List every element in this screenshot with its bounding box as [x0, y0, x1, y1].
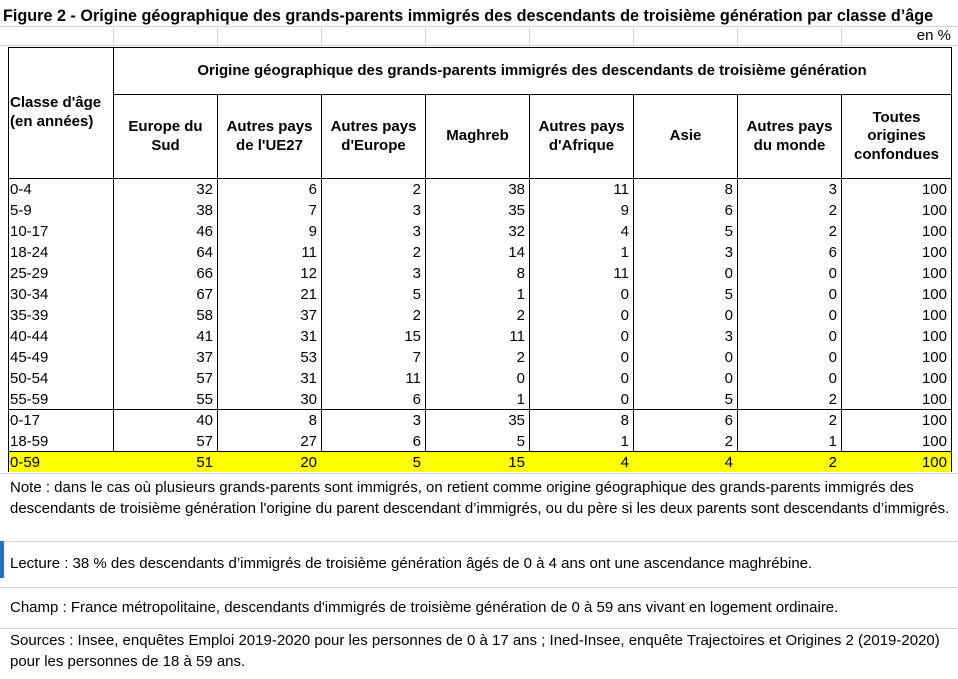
value-cell[interactable]: 0 — [724, 370, 733, 387]
value-cell[interactable]: 31 — [300, 370, 317, 387]
value-cell[interactable]: 2 — [516, 307, 525, 324]
value-cell[interactable]: 0 — [724, 349, 733, 366]
value-cell[interactable]: 20 — [300, 454, 317, 471]
value-cell[interactable]: 32 — [508, 223, 525, 240]
value-cell[interactable]: 2 — [828, 223, 837, 240]
sources-text[interactable]: Sources : Insee, enquêtes Emploi 2019-2020 pour les personnes de 0 à 17 ans ; Ined-Insee, enquête Trajectoires et Origines 2 (2019-2020) pour les personnes de 18 à 59 ans. — [10, 632, 940, 670]
unit-label[interactable]: en % — [916, 27, 951, 44]
value-cell[interactable]: 2 — [412, 307, 421, 324]
value-cell[interactable]: 100 — [921, 349, 947, 366]
value-cell[interactable]: 0 — [620, 286, 629, 303]
column-header[interactable]: Autres pays de l'UE27 — [226, 118, 313, 154]
value-cell[interactable]: 66 — [196, 265, 213, 282]
value-cell[interactable]: 11 — [613, 265, 629, 282]
column-header[interactable]: Maghreb — [446, 127, 509, 145]
row-label[interactable]: 5-9 — [10, 202, 32, 219]
value-cell[interactable]: 51 — [196, 454, 213, 471]
table-row — [9, 200, 951, 220]
value-cell[interactable]: 2 — [724, 433, 733, 450]
column-header[interactable]: Asie — [669, 127, 702, 145]
table-row — [9, 242, 951, 262]
value-cell[interactable]: 7 — [308, 202, 317, 219]
value-cell[interactable]: 6 — [412, 433, 421, 450]
value-cell[interactable]: 3 — [412, 223, 421, 240]
column-header[interactable]: Autres pays d'Europe — [330, 118, 417, 154]
table-row — [9, 410, 951, 430]
note-text[interactable]: Note : dans le cas où plusieurs grands-parents sont immigrés, on retient comme origine géographique des grands-parents immigrés des descendants de troisième génération l'origine du parent descendant d’immigrés, ou du père si les deux parents sont descendants d’immigrés. — [10, 479, 950, 517]
value-cell[interactable]: 0 — [620, 349, 629, 366]
table-row — [9, 179, 951, 199]
row-label[interactable]: 18-24 — [10, 244, 49, 261]
value-cell[interactable]: 0 — [828, 286, 837, 303]
value-cell[interactable]: 100 — [921, 202, 947, 219]
table-row — [9, 347, 951, 367]
value-cell[interactable]: 14 — [508, 244, 525, 261]
value-cell[interactable]: 100 — [921, 244, 947, 261]
row-label[interactable]: 45-49 — [10, 349, 49, 366]
value-cell[interactable]: 100 — [921, 307, 947, 324]
value-cell[interactable]: 4 — [724, 454, 733, 471]
value-cell[interactable]: 9 — [308, 223, 317, 240]
column-header[interactable]: Europe du Sud — [128, 118, 203, 154]
value-cell[interactable]: 100 — [921, 328, 947, 345]
row-label[interactable]: 25-29 — [10, 265, 49, 282]
table-row-total — [9, 452, 951, 472]
value-cell[interactable]: 2 — [828, 391, 837, 408]
value-cell[interactable]: 6 — [724, 412, 733, 429]
value-cell[interactable]: 32 — [196, 181, 213, 198]
value-cell[interactable]: 46 — [196, 223, 213, 240]
row-label[interactable]: 40-44 — [10, 328, 49, 345]
row-label[interactable]: 30-34 — [10, 286, 49, 303]
value-cell[interactable]: 100 — [921, 391, 947, 408]
value-cell[interactable]: 3 — [412, 202, 421, 219]
value-cell[interactable]: 100 — [921, 181, 947, 198]
table-row — [9, 389, 951, 409]
row-label[interactable]: 0-4 — [10, 181, 32, 198]
value-cell[interactable]: 11 — [509, 328, 525, 345]
row-label[interactable]: 55-59 — [10, 391, 49, 408]
value-cell[interactable]: 0 — [724, 265, 733, 282]
row-label[interactable]: 10-17 — [10, 223, 49, 240]
table-row — [9, 368, 951, 388]
value-cell[interactable]: 0 — [724, 307, 733, 324]
value-cell[interactable]: 12 — [300, 265, 317, 282]
value-cell[interactable]: 1 — [620, 244, 629, 261]
value-cell[interactable]: 11 — [613, 181, 629, 198]
value-cell[interactable]: 5 — [412, 454, 421, 471]
value-cell[interactable]: 37 — [196, 349, 213, 366]
value-cell[interactable]: 58 — [196, 307, 213, 324]
value-cell[interactable]: 8 — [308, 412, 317, 429]
value-cell[interactable]: 0 — [620, 370, 629, 387]
value-cell[interactable]: 6 — [828, 244, 837, 261]
value-cell[interactable]: 5 — [724, 223, 733, 240]
value-cell[interactable]: 0 — [828, 307, 837, 324]
row-label[interactable]: 0-17 — [10, 412, 41, 429]
value-cell[interactable]: 5 — [516, 433, 525, 450]
value-cell[interactable]: 6 — [412, 391, 421, 408]
value-cell[interactable]: 15 — [508, 454, 525, 471]
column-header[interactable]: Toutes origines confondues — [854, 108, 939, 163]
value-cell[interactable]: 4 — [620, 454, 629, 471]
figure-title[interactable]: Figure 2 - Origine géographique des grands-parents immigrés des descendants de troisième génération par classe d’âge — [3, 7, 934, 25]
table-row — [9, 284, 951, 304]
value-cell[interactable]: 5 — [724, 391, 733, 408]
value-cell[interactable]: 0 — [828, 265, 837, 282]
value-cell[interactable]: 100 — [921, 223, 947, 240]
value-cell[interactable]: 1 — [516, 286, 525, 303]
value-cell[interactable]: 41 — [196, 328, 213, 345]
value-cell[interactable]: 1 — [516, 391, 525, 408]
group-header[interactable]: Origine géographique des grands-parents immigrés des descendants de troisième génération — [197, 61, 867, 79]
value-cell[interactable]: 0 — [620, 391, 629, 408]
value-cell[interactable]: 57 — [196, 370, 213, 387]
value-cell[interactable]: 0 — [620, 307, 629, 324]
value-cell[interactable]: 8 — [724, 181, 733, 198]
value-cell[interactable]: 5 — [412, 286, 421, 303]
value-cell[interactable]: 8 — [516, 265, 525, 282]
row-label[interactable]: 35-39 — [10, 307, 49, 324]
value-cell[interactable]: 2 — [828, 454, 837, 471]
value-cell[interactable]: 2 — [412, 181, 421, 198]
value-cell[interactable]: 6 — [308, 181, 317, 198]
selection-marker — [0, 541, 4, 578]
value-cell[interactable]: 6 — [724, 202, 733, 219]
row-label[interactable]: 18-59 — [10, 433, 49, 450]
value-cell[interactable]: 0 — [516, 370, 525, 387]
row-header[interactable]: Classe d'âge (en années) — [10, 94, 102, 130]
value-cell[interactable]: 7 — [412, 349, 421, 366]
value-cell[interactable]: 100 — [921, 286, 947, 303]
column-header[interactable]: Autres pays du monde — [746, 118, 833, 154]
value-cell[interactable]: 27 — [300, 433, 317, 450]
lecture-text[interactable]: Lecture : 38 % des descendants d’immigrés de troisième génération âgés de 0 à 4 ans ont une ascendance maghrébine. — [10, 555, 813, 572]
value-cell[interactable]: 53 — [300, 349, 317, 366]
value-cell[interactable]: 100 — [921, 433, 947, 450]
value-cell[interactable]: 2 — [828, 202, 837, 219]
value-cell[interactable]: 35 — [508, 202, 525, 219]
value-cell[interactable]: 0 — [620, 328, 629, 345]
value-cell[interactable]: 3 — [412, 265, 421, 282]
value-cell[interactable]: 37 — [300, 307, 317, 324]
value-cell[interactable]: 100 — [921, 412, 947, 429]
value-cell[interactable]: 35 — [508, 412, 525, 429]
value-cell[interactable]: 100 — [921, 454, 947, 471]
value-cell[interactable]: 38 — [196, 202, 213, 219]
value-cell[interactable]: 1 — [828, 433, 837, 450]
value-cell[interactable]: 5 — [724, 286, 733, 303]
value-cell[interactable]: 57 — [196, 433, 213, 450]
value-cell[interactable]: 4 — [620, 223, 629, 240]
value-cell[interactable]: 30 — [300, 391, 317, 408]
value-cell[interactable]: 21 — [300, 286, 317, 303]
row-label[interactable]: 0-59 — [10, 454, 41, 471]
value-cell[interactable]: 0 — [828, 328, 837, 345]
value-cell[interactable]: 2 — [516, 349, 525, 366]
column-header[interactable]: Autres pays d'Afrique — [538, 118, 625, 154]
value-cell[interactable]: 40 — [196, 412, 213, 429]
value-cell[interactable]: 0 — [828, 370, 837, 387]
table-row — [9, 431, 951, 451]
value-cell[interactable]: 31 — [300, 328, 317, 345]
value-cell[interactable]: 1 — [620, 433, 629, 450]
table-row — [9, 263, 951, 283]
value-cell[interactable]: 3 — [724, 328, 733, 345]
value-cell[interactable]: 15 — [404, 328, 421, 345]
value-cell[interactable]: 3 — [412, 412, 421, 429]
table-row — [9, 305, 951, 325]
value-cell[interactable]: 11 — [301, 244, 317, 261]
value-cell[interactable]: 100 — [921, 265, 947, 282]
value-cell[interactable]: 11 — [405, 370, 421, 387]
value-cell[interactable]: 3 — [724, 244, 733, 261]
value-cell[interactable]: 55 — [196, 391, 213, 408]
value-cell[interactable]: 38 — [508, 181, 525, 198]
value-cell[interactable]: 8 — [620, 412, 629, 429]
table-row — [9, 326, 951, 346]
value-cell[interactable]: 0 — [828, 349, 837, 366]
value-cell[interactable]: 67 — [196, 286, 213, 303]
value-cell[interactable]: 3 — [828, 181, 837, 198]
value-cell[interactable]: 9 — [620, 202, 629, 219]
champ-text[interactable]: Champ : France métropolitaine, descendants d'immigrés de troisième génération de 0 à 59 ans vivant en logement ordinaire. — [10, 599, 839, 616]
value-cell[interactable]: 2 — [828, 412, 837, 429]
row-label[interactable]: 50-54 — [10, 370, 49, 387]
value-cell[interactable]: 100 — [921, 370, 947, 387]
value-cell[interactable]: 64 — [196, 244, 213, 261]
value-cell[interactable]: 2 — [412, 244, 421, 261]
table-row — [9, 221, 951, 241]
